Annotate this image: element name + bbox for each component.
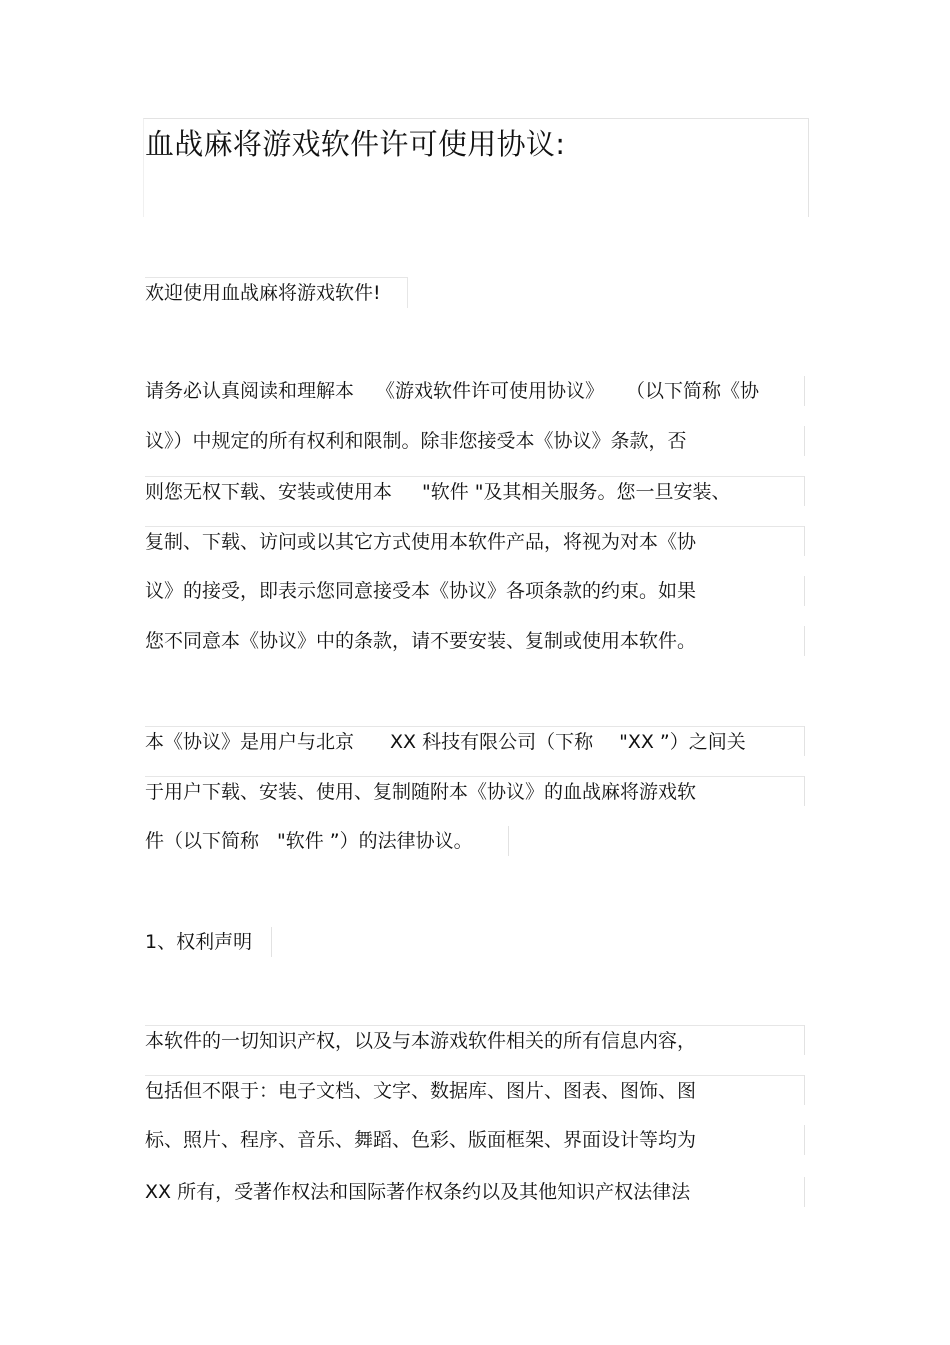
section-1-line-1: 本软件的一切知识产权，以及与本游戏软件相关的所有信息内容， [145, 1025, 804, 1056]
line-marker [804, 1025, 805, 1055]
intro-line-2: 议》）中规定的所有权利和限制。除非您接受本《协议》条款，否 [145, 430, 687, 452]
parties-line-1 [145, 726, 804, 757]
intro-line-1-c: （以下简称《协 [626, 380, 760, 402]
intro-line-1-b: 《游戏软件许可使用协议》 [376, 380, 605, 402]
welcome-text: 欢迎使用血战麻将游戏软件! [145, 277, 408, 308]
line-marker [804, 1177, 805, 1207]
parties-line-3 [145, 826, 473, 856]
intro-line-4: 复制、下载、访问或以其它方式使用本软件产品，将视为对本《协 [145, 526, 804, 557]
line-marker [804, 526, 805, 556]
parties-line-1-b: XX 科技有限公司（下称 [390, 731, 594, 753]
intro-line-1 [145, 376, 759, 406]
section-1-line-4: XX 所有，受著作权法和国际著作权条约以及其他知识产权法律法 [145, 1181, 691, 1203]
document-title: 血战麻将游戏软件许可使用协议: [145, 127, 566, 161]
intro-line-5: 议》的接受，即表示您同意接受本《协议》各项条款的约束。如果 [145, 580, 697, 602]
parties-line-1-c: "XX ”）之间关 [619, 731, 746, 753]
line-marker [804, 1075, 805, 1105]
intro-line-3-b: "软件 "及其相关服务。您一旦安装、 [422, 481, 731, 503]
parties-line-3-a: 件（以下简称 [145, 830, 260, 852]
line-marker [804, 626, 805, 656]
section-1-line-2: 包括但不限于：电子文档、文字、数据库、图片、图表、图饰、图 [145, 1075, 804, 1106]
parties-line-2: 于用户下载、安装、使用、复制随附本《协议》的血战麻将游戏软 [145, 776, 804, 807]
intro-line-3-a: 则您无权下载、安装或使用本 [145, 481, 393, 503]
parties-line-1-a: 本《协议》是用户与北京 [145, 731, 355, 753]
line-marker [804, 376, 805, 406]
line-marker [804, 776, 805, 806]
intro-line-1-a: 请务必认真阅读和理解本 [145, 380, 355, 402]
line-marker [804, 726, 805, 756]
line-marker [804, 476, 805, 506]
section-1-heading: 1、权利声明 [145, 931, 253, 953]
line-marker [804, 426, 805, 456]
intro-line-6: 您不同意本《协议》中的条款，请不要安装、复制或使用本软件。 [145, 630, 697, 652]
line-marker [271, 927, 272, 957]
intro-line-3 [145, 476, 804, 507]
section-1-line-3: 标、照片、程序、音乐、舞蹈、色彩、版面框架、界面设计等均为 [145, 1129, 697, 1151]
line-marker [804, 1125, 805, 1155]
line-marker [508, 826, 509, 856]
line-marker [804, 576, 805, 606]
parties-line-3-b: "软件 ”）的法律协议。 [277, 830, 473, 852]
